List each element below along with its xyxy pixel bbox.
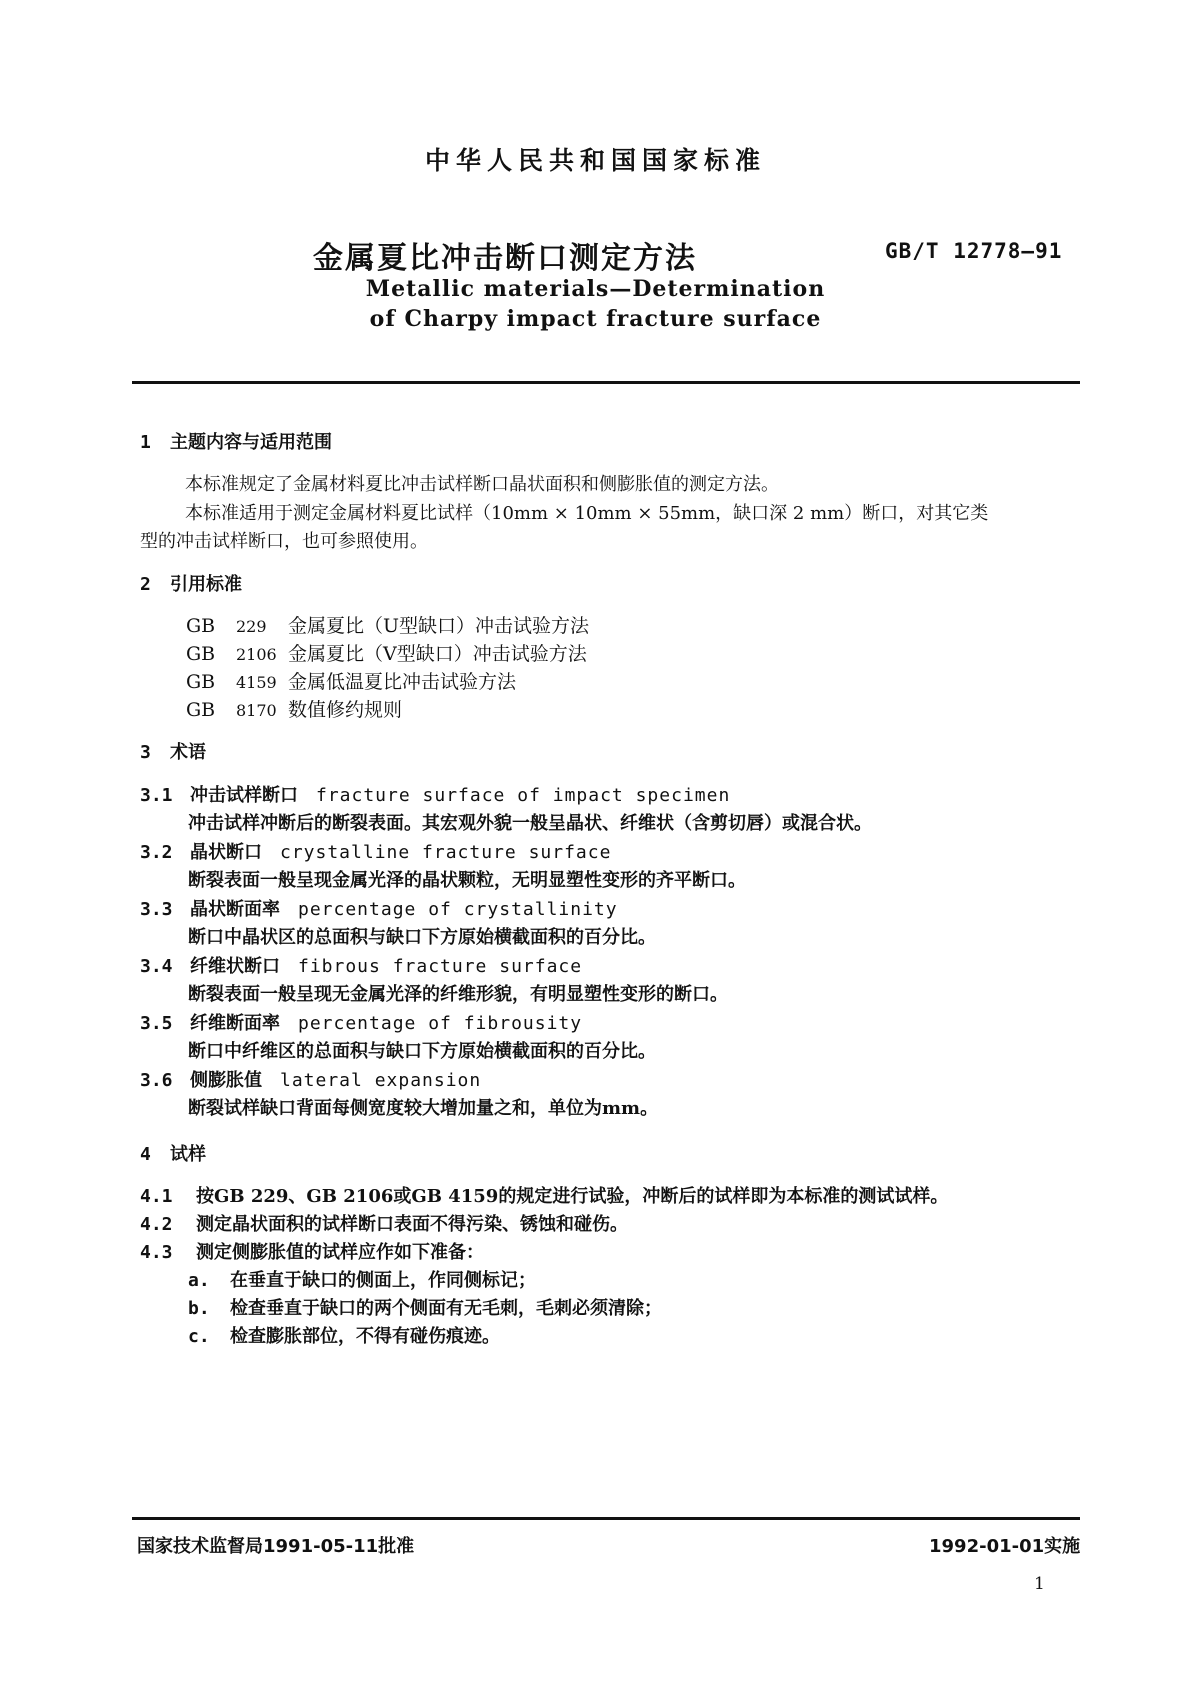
- term-3-2: [140, 838, 611, 864]
- list-item-b: [188, 1294, 662, 1320]
- term-3-4: [140, 952, 582, 978]
- term-number: 3.5: [140, 1013, 173, 1034]
- clause-number: 4.2: [140, 1214, 173, 1235]
- clause-4-2: [140, 1210, 628, 1236]
- reference-title: 数值修约规则: [288, 699, 403, 721]
- approval-date: 国家技术监督局1991-05-11批准: [137, 1536, 415, 1557]
- section-1-paragraph-2: 本标准适用于测定金属材料夏比试样（10mm × 10mm × 55mm，缺口深 2 mm）断口，对其它类: [185, 503, 989, 524]
- term-name-cn: 冲击试样断口: [190, 785, 298, 806]
- clause-text: 测定侧膨胀值的试样应作如下准备：: [196, 1242, 484, 1263]
- term-number: 3.1: [140, 785, 173, 806]
- section-1-heading: [140, 428, 332, 454]
- reference-code: GB: [186, 699, 216, 721]
- reference-standard: [186, 695, 402, 722]
- list-item-text: 在垂直于缺口的侧面上，作同侧标记；: [230, 1270, 536, 1291]
- section-number: 2: [140, 574, 151, 595]
- reference-title: 金属低温夏比冲击试验方法: [288, 671, 517, 693]
- implementation-date: 1992-01-01实施: [929, 1536, 1081, 1557]
- section-title: 主题内容与适用范围: [170, 432, 332, 453]
- document-title-cn: 金属夏比冲击断口测定方法: [313, 241, 697, 276]
- clause-number: 4.1: [140, 1186, 173, 1207]
- term-name-en: percentage of crystallinity: [298, 899, 618, 920]
- term-name-en: crystalline fracture surface: [280, 842, 612, 863]
- section-4-heading: [140, 1140, 206, 1166]
- term-definition: 断裂试样缺口背面每侧宽度较大增加量之和，单位为mm。: [188, 1098, 659, 1119]
- term-3-6: [140, 1066, 481, 1092]
- term-name-en: lateral expansion: [280, 1070, 482, 1091]
- page-number: 1: [1034, 1574, 1045, 1594]
- document-title-en-line2: of Charpy impact fracture surface: [369, 306, 822, 332]
- term-definition: 断裂表面一般呈现无金属光泽的纤维形貌，有明显塑性变形的断口。: [188, 984, 728, 1005]
- list-item-c: [188, 1322, 500, 1348]
- section-number: 4: [140, 1144, 151, 1165]
- standard-number: GB/T 12778—91: [885, 239, 1063, 263]
- term-number: 3.6: [140, 1070, 173, 1091]
- list-item-text: 检查膨胀部位，不得有碰伤痕迹。: [230, 1326, 500, 1347]
- section-number: 1: [140, 432, 151, 453]
- section-2-heading: [140, 570, 242, 596]
- term-name-en: fracture surface of impact specimen: [316, 785, 731, 806]
- reference-number: 8170: [236, 701, 277, 720]
- reference-code: GB: [186, 671, 216, 693]
- reference-number: 229: [236, 617, 267, 636]
- term-3-1: [140, 781, 730, 807]
- clause-text: 按GB 229、GB 2106或GB 4159的规定进行试验，冲断后的试样即为本标准的测试试样。: [196, 1186, 949, 1207]
- clause-4-1: [140, 1182, 948, 1208]
- term-definition: 冲击试样冲断后的断裂表面。其宏观外貌一般呈晶状、纤维状（含剪切唇）或混合状。: [188, 813, 872, 834]
- term-number: 3.2: [140, 842, 173, 863]
- term-3-3: [140, 895, 618, 921]
- term-name-cn: 纤维状断口: [190, 956, 280, 977]
- national-standard-header: 中华人民共和国国家标准: [424, 146, 766, 175]
- term-3-5: [140, 1009, 582, 1035]
- term-name-en: fibrous fracture surface: [298, 956, 583, 977]
- header-divider: [132, 381, 1080, 384]
- term-definition: 断口中晶状区的总面积与缺口下方原始横截面积的百分比。: [188, 927, 656, 948]
- section-title: 试样: [170, 1144, 206, 1165]
- document-title-en-line1: Metallic materials—Determination: [365, 276, 826, 302]
- term-number: 3.4: [140, 956, 173, 977]
- reference-standard: [186, 611, 589, 638]
- term-name-cn: 晶状断口: [190, 842, 262, 863]
- term-number: 3.3: [140, 899, 173, 920]
- section-title: 引用标准: [170, 574, 242, 595]
- list-marker: b.: [188, 1298, 210, 1319]
- clause-4-3: [140, 1238, 484, 1264]
- term-definition: 断裂表面一般呈现金属光泽的晶状颗粒，无明显塑性变形的齐平断口。: [188, 870, 746, 891]
- term-name-cn: 晶状断面率: [190, 899, 280, 920]
- reference-title: 金属夏比（V型缺口）冲击试验方法: [288, 643, 587, 665]
- section-number: 3: [140, 742, 151, 763]
- reference-code: GB: [186, 643, 216, 665]
- clause-text: 测定晶状面积的试样断口表面不得污染、锈蚀和碰伤。: [196, 1214, 628, 1235]
- term-definition: 断口中纤维区的总面积与缺口下方原始横截面积的百分比。: [188, 1041, 656, 1062]
- footer-divider: [132, 1517, 1080, 1520]
- section-title: 术语: [170, 742, 206, 763]
- term-name-cn: 纤维断面率: [190, 1013, 280, 1034]
- list-marker: c.: [188, 1326, 210, 1347]
- reference-code: GB: [186, 615, 216, 637]
- term-name-en: percentage of fibrousity: [298, 1013, 583, 1034]
- reference-standard: [186, 667, 516, 694]
- reference-number: 4159: [236, 673, 277, 692]
- reference-title: 金属夏比（U型缺口）冲击试验方法: [288, 615, 590, 637]
- clause-number: 4.3: [140, 1242, 173, 1263]
- reference-standard: [186, 639, 587, 666]
- section-1-paragraph-2-continued: 型的冲击试样断口，也可参照使用。: [140, 531, 428, 552]
- section-3-heading: [140, 738, 206, 764]
- section-1-paragraph-1: 本标准规定了金属材料夏比冲击试样断口晶状面积和侧膨胀值的测定方法。: [185, 474, 779, 495]
- list-item-a: [188, 1266, 536, 1292]
- reference-number: 2106: [236, 645, 277, 664]
- list-item-text: 检查垂直于缺口的两个侧面有无毛刺，毛刺必须清除；: [230, 1298, 662, 1319]
- list-marker: a.: [188, 1270, 210, 1291]
- term-name-cn: 侧膨胀值: [190, 1070, 262, 1091]
